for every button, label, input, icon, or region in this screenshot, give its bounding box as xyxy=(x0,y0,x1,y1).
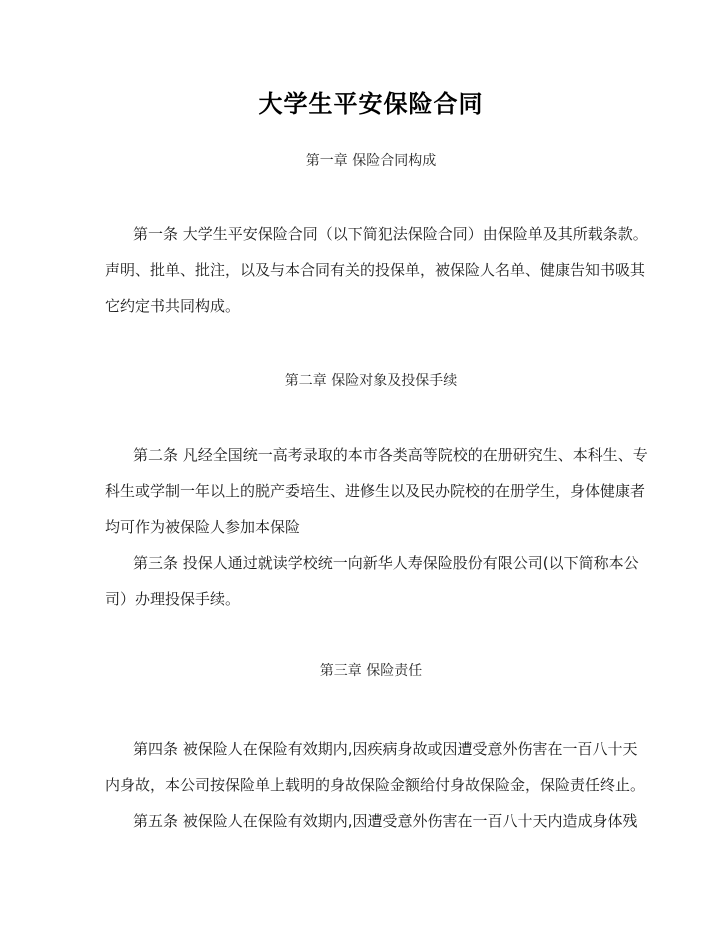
article-line: 均可作为被保险人参加本保险 xyxy=(105,518,301,536)
article-2 xyxy=(105,437,648,545)
chapter-heading-3: 第三章 保险责任 xyxy=(319,663,423,679)
article-line: 科生或学制一年以上的脱产委培生、进修生以及民办院校的在册学生，身体健康者 xyxy=(105,482,646,500)
chapter-heading-1: 第一章 保险合同构成 xyxy=(305,153,437,169)
article-4 xyxy=(105,731,646,803)
article-line: 第一条 大学生平安保险合同（以下简犯法保险合同）由保险单及其所载条款。 xyxy=(133,225,648,243)
article-line: 第四条 被保险人在保险有效期内,因疾病身故或因遭受意外伤害在一百八十天 xyxy=(133,740,638,758)
document-title: 大学生平安保险合同 xyxy=(258,90,484,118)
article-line: 声明、批单、批注，以及与本合同有关的投保单，被保险人名单、健康告知书吸其 xyxy=(105,261,646,279)
article-1 xyxy=(105,216,648,324)
article-line: 内身故，本公司按保险单上载明的身故保险金额给付身故保险金，保险责任终止。 xyxy=(105,776,646,794)
article-line: 它约定书共同构成。 xyxy=(105,297,241,315)
article-3 xyxy=(105,545,639,617)
article-line: 第三条 投保人通过就读学校统一向新华人寿保险股份有限公司(以下简称本公 xyxy=(133,554,639,572)
article-line: 第二条 凡经全国统一高考录取的本市各类高等院校的在册研究生、本科生、专 xyxy=(133,446,648,464)
article-line: 第五条 被保险人在保险有效期内,因遭受意外伤害在一百八十天内造成身体残 xyxy=(133,812,638,830)
article-5 xyxy=(105,803,638,839)
chapter-heading-2: 第二章 保险对象及投保手续 xyxy=(284,373,458,389)
article-line: 司）办理投保手续。 xyxy=(105,590,241,608)
